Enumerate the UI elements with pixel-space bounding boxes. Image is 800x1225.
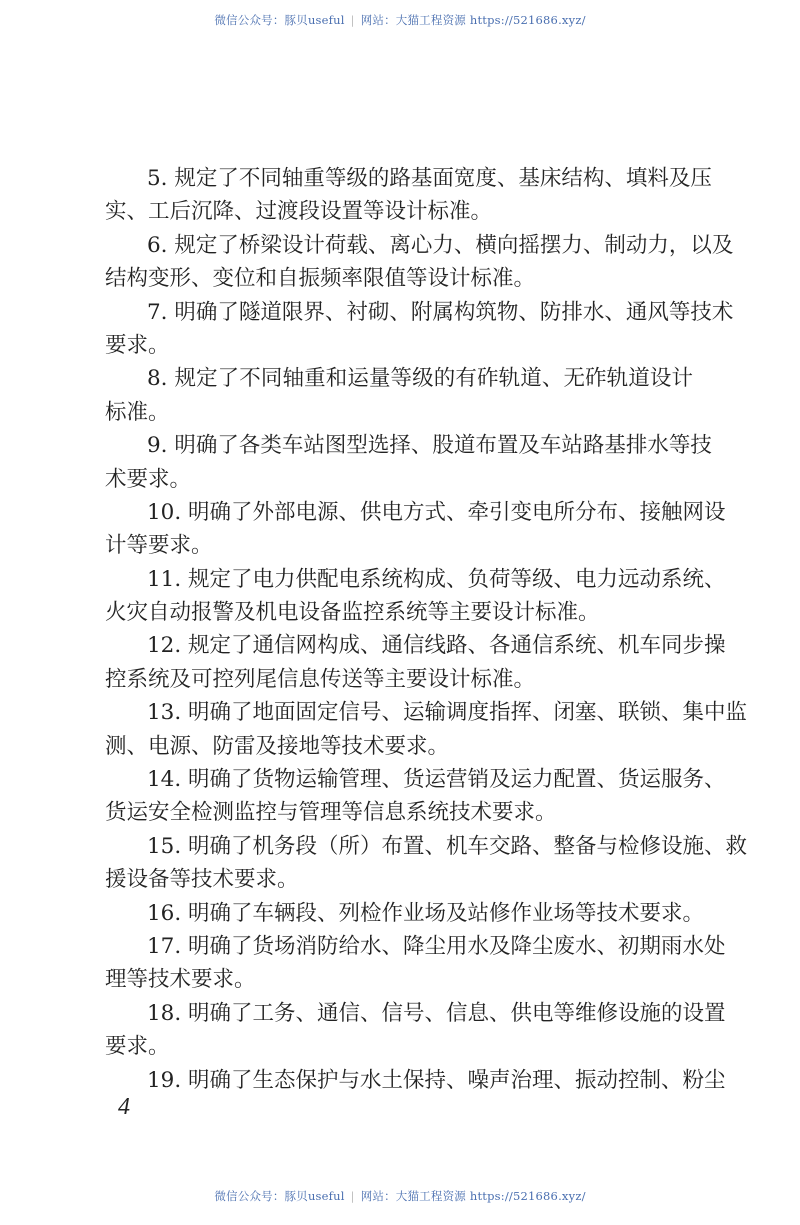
watermark-website: 网站：大猫工程资源 https://521686.xyz/ [360,1189,586,1203]
text-line: 15. 明确了机务段（所）布置、机车交路、整备与检修设施、救 [147,833,748,859]
paragraph [105,629,726,696]
text-line: 计等要求。 [105,533,213,559]
paragraph [105,763,726,830]
paragraph [105,362,693,429]
text-line: 货运安全检测监控与管理等信息系统技术要求。 [105,800,557,826]
paragraph [105,930,726,997]
watermark-footer [0,1188,800,1204]
text-line: 13. 明确了地面固定信号、运输调度指挥、闭塞、联锁、集中监 [147,700,748,726]
watermark-header [0,12,800,28]
text-line: 8. 规定了不同轴重和运量等级的有砟轨道、无砟轨道设计 [147,366,693,392]
page-number: 4 [118,1094,130,1120]
paragraph [105,897,705,930]
paragraph [105,696,748,763]
text-line: 16. 明确了车辆段、列检作业场及站修作业场等技术要求。 [147,900,705,926]
text-line: 实、工后沉降、过渡段设置等设计标准。 [105,199,493,225]
text-line: 11. 规定了电力供配电系统构成、负荷等级、电力远动系统、 [147,566,726,592]
paragraph [105,563,726,630]
paragraph [105,830,748,897]
text-line: 要求。 [105,1034,170,1060]
text-line: 6. 规定了桥梁设计荷载、离心力、横向摇摆力、制动力，以及 [147,232,734,258]
paragraph [105,1064,726,1097]
document-body [105,162,748,1097]
text-line: 19. 明确了生态保护与水土保持、噪声治理、振动控制、粉尘 [147,1067,726,1093]
paragraph [105,496,726,563]
paragraph [105,997,726,1064]
text-line: 测、电源、防雷及接地等技术要求。 [105,733,450,759]
text-line: 12. 规定了通信网构成、通信线路、各通信系统、机车同步操 [147,633,726,659]
paragraph [105,162,712,229]
watermark-website: 网站：大猫工程资源 https://521686.xyz/ [360,13,586,27]
text-line: 火灾自动报警及机电设备监控系统等主要设计标准。 [105,600,600,626]
paragraph [105,229,734,296]
watermark-separator: | [350,1189,355,1203]
text-line: 理等技术要求。 [105,967,256,993]
watermark-wechat: 微信公众号：豚贝useful [214,1189,345,1203]
text-line: 5. 规定了不同轴重等级的路基面宽度、基床结构、填料及压 [147,166,712,191]
paragraph [105,296,734,363]
text-line: 9. 明确了各类车站图型选择、股道布置及车站路基排水等技 [147,433,712,459]
text-line: 援设备等技术要求。 [105,867,299,893]
text-line: 17. 明确了货场消防给水、降尘用水及降尘废水、初期雨水处 [147,933,726,959]
text-line: 10. 明确了外部电源、供电方式、牵引变电所分布、接触网设 [147,499,726,525]
text-line: 结构变形、变位和自振频率限值等设计标准。 [105,266,536,292]
text-line: 要求。 [105,332,170,358]
text-line: 术要求。 [105,466,192,492]
text-line: 控系统及可控列尾信息传送等主要设计标准。 [105,666,536,692]
text-line: 14. 明确了货物运输管理、货运营销及运力配置、货运服务、 [147,767,726,793]
text-line: 标准。 [105,399,170,425]
watermark-wechat: 微信公众号：豚贝useful [214,13,345,27]
text-line: 18. 明确了工务、通信、信号、信息、供电等维修设施的设置 [147,1000,726,1026]
watermark-separator: | [350,13,355,27]
text-line: 7. 明确了隧道限界、衬砌、附属构筑物、防排水、通风等技术 [147,299,734,325]
paragraph [105,429,712,496]
